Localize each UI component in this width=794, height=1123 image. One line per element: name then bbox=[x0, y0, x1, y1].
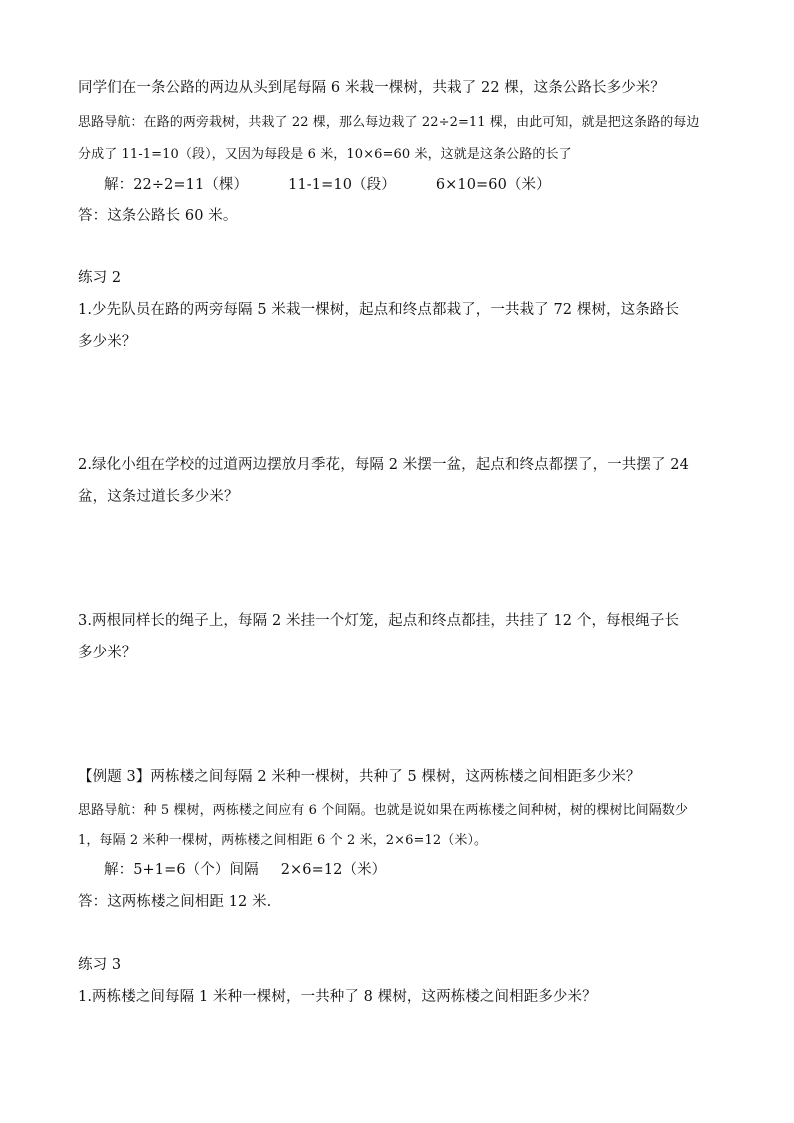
example2-hint-line2: 分成了 11-1=10（段），又因为每段是 6 米，10×6=60 米，这就是这条公路的长了 bbox=[78, 147, 572, 162]
practice2-q1-line1: 1.少先队员在路的两旁每隔 5 米栽一棵树，起点和终点都栽了，一共栽了 72 棵树，这条路长 bbox=[78, 302, 680, 318]
practice3-q1-line1: 1.两栋楼之间每隔 1 米种一棵树，一共种了 8 棵树，这两栋楼之间相距多少米？ bbox=[78, 989, 597, 1005]
example3-solution-step1: 5+1=6（个）间隔 bbox=[133, 862, 259, 878]
example3-solution bbox=[104, 860, 386, 880]
example2-solution-step2: 11-1=10（段） bbox=[288, 177, 396, 193]
practice2-title: 练习 2 bbox=[78, 270, 122, 286]
practice2-q2-line1: 2.绿化小组在学校的过道两边摆放月季花，每隔 2 米摆一盆，起点和终点都摆了，一共摆了 24 bbox=[78, 457, 689, 473]
practice2-q2-line2: 盆，这条过道长多少米？ bbox=[78, 489, 239, 505]
practice3-title: 练习 3 bbox=[78, 957, 122, 973]
practice2-q3-line1: 3.两根同样长的绳子上，每隔 2 米挂一个灯笼，起点和终点都挂，共挂了 12 个，每根绳子长 bbox=[78, 613, 680, 629]
example2-answer: 答：这条公路长 60 米。 bbox=[78, 208, 238, 224]
example2-solution-step1: 22÷2=11（棵） bbox=[133, 177, 249, 193]
example3-hint-line2: 1，每隔 2 米种一棵树，两栋楼之间相距 6 个 2 米，2×6=12（米）。 bbox=[78, 833, 488, 848]
example3-hint-line1: 思路导航：种 5 棵树，两栋楼之间应有 6 个间隔。也就是说如果在两栋楼之间种树，树的棵树比间隔数少 bbox=[78, 803, 689, 818]
example2-solution bbox=[104, 175, 551, 195]
example3-solution-step2: 2×6=12（米） bbox=[280, 862, 387, 878]
example2-solution-label: 解： bbox=[104, 177, 134, 193]
example3-solution-label: 解： bbox=[104, 862, 134, 878]
example2-solution-step3: 6×10=60（米） bbox=[435, 177, 551, 193]
example3-title-line: 【例题 3】两栋楼之间每隔 2 米种一棵树，共种了 5 棵树，这两栋楼之间相距多少米？ bbox=[78, 769, 641, 785]
example3-answer: 答：这两栋楼之间相距 12 米. bbox=[78, 894, 272, 910]
practice2-q3-line2: 多少米？ bbox=[78, 645, 137, 661]
example2-hint-line1: 思路导航：在路的两旁栽树，共栽了 22 棵，那么每边栽了 22÷2=11 棵，由此可知，就是把这条路的每边 bbox=[78, 115, 700, 130]
example2-question: 同学们在一条公路的两边从头到尾每隔 6 米栽一棵树，共栽了 22 棵，这条公路长多少米？ bbox=[78, 80, 666, 96]
practice2-q1-line2: 多少米？ bbox=[78, 334, 137, 350]
